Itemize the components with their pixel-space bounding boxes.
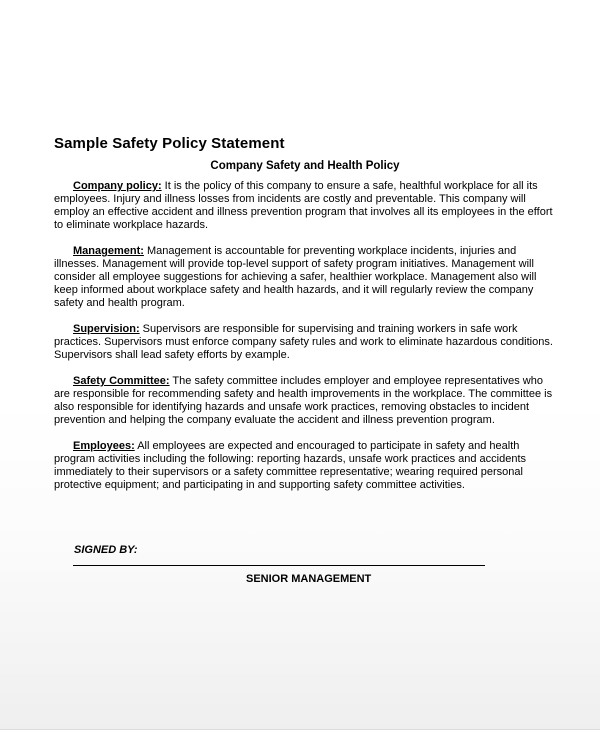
section-management xyxy=(54,245,554,310)
section-heading: Company policy: xyxy=(73,180,162,192)
section-text: The safety committee includes employer and employee representatives who are responsible for recommending safety and health improvements in the workplace. The committee is also responsible for identifying hazards and unsafe work practices, removing obstacles to incident prevention and helping the company evaluate the accident and illness prevention program. xyxy=(54,375,553,426)
section-text: It is the policy of this company to ensure a safe, healthful workplace for all its employees. Injury and illness losses from incidents are costly and preventable. This company will employ an effective accident and illness prevention program that involves all its employees in the effort to eliminate workplace hazards. xyxy=(54,180,553,231)
section-heading: Management: xyxy=(73,245,144,257)
section-text: Supervisors are responsible for supervising and training workers in safe work practices. Supervisors must enforce company safety rules and work to eliminate hazardous conditions. Supervisors shall lead safety efforts by example. xyxy=(54,323,553,361)
section-text: All employees are expected and encouraged to participate in safety and health program activities including the following: reporting hazards, unsafe work practices and accidents immediately to their supervisors or a safety committee representative; wearing required personal protective equipment; and participating in and supporting safety committee activities. xyxy=(54,440,527,491)
document-title: Sample Safety Policy Statement xyxy=(54,135,285,152)
document-subtitle: Company Safety and Health Policy xyxy=(210,160,400,172)
signer-title: SENIOR MANAGEMENT xyxy=(246,573,372,585)
section-heading: Safety Committee: xyxy=(73,375,170,387)
section-company-policy xyxy=(54,180,554,232)
policy-sections xyxy=(54,180,554,505)
section-heading: Supervision: xyxy=(73,323,140,335)
signed-by-label: SIGNED BY: xyxy=(74,544,138,556)
section-heading: Employees: xyxy=(73,440,135,452)
section-safety-committee xyxy=(54,375,554,427)
section-supervision xyxy=(54,323,554,362)
section-text: Management is accountable for preventing workplace incidents, injuries and illnesses. Management will provide top-level support of safety program initiatives. Management will consider all employee suggestions for achieving a safer, healthier workplace. Management also will keep informed about workplace safety and health hazards, and it will regularly review the company safety and health program. xyxy=(54,245,537,309)
section-employees xyxy=(54,440,554,492)
signature-line xyxy=(73,565,485,566)
